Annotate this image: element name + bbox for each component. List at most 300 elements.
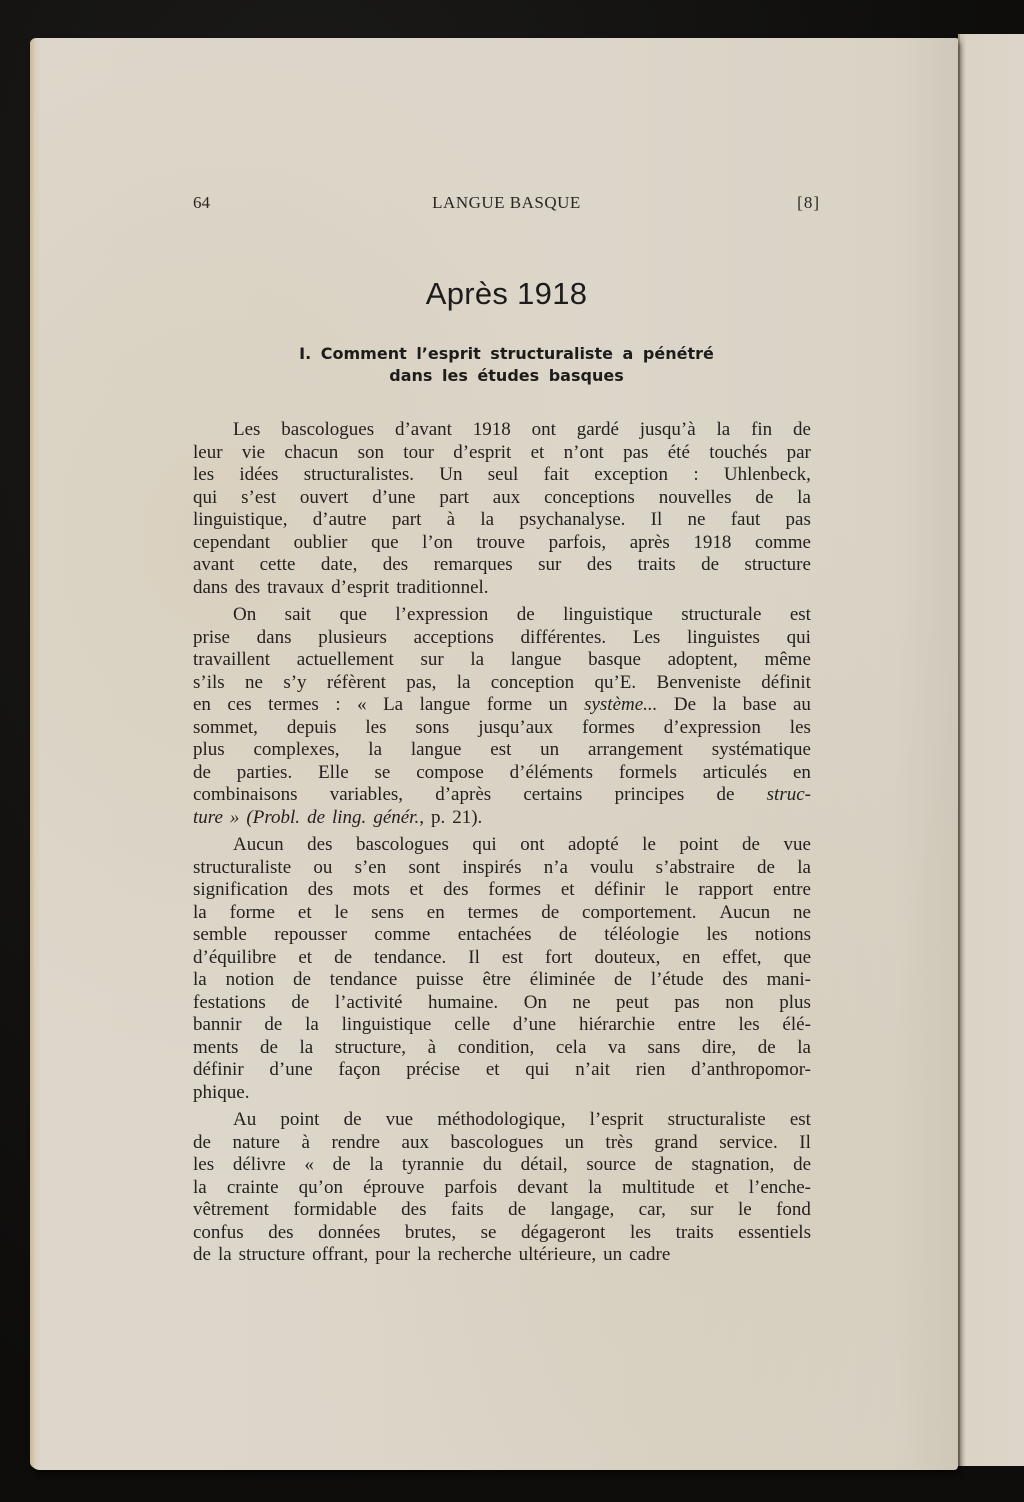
word: de [334,946,353,968]
text-line [193,487,811,510]
word: ont [520,834,545,855]
word: d’avant [394,419,452,440]
word: tyrannie [401,1154,465,1175]
word: la [193,1176,207,1198]
word: de [193,1244,211,1265]
word: de [193,1131,211,1153]
word: sommet, [193,716,258,738]
word: comportement. [582,901,697,923]
word: cadre [629,1244,671,1265]
text-line [193,969,811,992]
word: psychanalyse. [519,509,626,530]
word: traits [675,1221,714,1243]
word: la [716,419,731,440]
word: d’esprit [453,441,512,463]
word: termes [467,901,519,923]
word: des [586,554,613,575]
word: est [789,604,811,625]
word: ont [531,419,556,440]
word: struc- [766,784,811,805]
word: variables, [329,784,404,805]
word: qui [472,834,497,855]
word: formels [618,761,677,783]
word: et [560,879,575,900]
word: définir [193,1059,244,1080]
word: mani- [766,969,811,990]
word: Il [650,509,663,530]
word: seul [487,464,519,485]
word: date, [320,554,358,575]
word: de [264,1014,283,1035]
word: est [501,946,523,968]
word: système... [584,694,658,715]
word: ments [193,1036,239,1058]
word: humaine. [427,991,499,1013]
word: touchés [709,441,768,463]
text-line [193,902,811,925]
word: Aucun [233,834,284,855]
running-head [193,193,820,217]
word: réfèrent [326,671,386,693]
word: ne [245,671,263,693]
word: idées [239,464,279,485]
word: compose [416,761,484,783]
word: (Probl. [246,806,301,828]
text-line [193,739,811,762]
word: nouvelles [658,486,732,508]
word: du [482,1154,502,1175]
chapter-title: Après 1918 [425,276,588,311]
word: d’éléments [509,761,593,783]
word: dans [193,576,228,598]
text-line [193,1109,811,1132]
word: de [716,784,735,805]
word: n’ont [563,441,604,463]
text-line [193,649,811,672]
book-gutter [958,34,960,1466]
word: sons [415,716,450,738]
text-line [193,577,811,600]
word: linguistique [341,1014,432,1035]
word: cependant [193,531,271,553]
word: structuraliste [193,856,292,878]
word: puisse [416,969,464,990]
word: d’esprit [331,576,390,598]
word: parties. [236,761,293,783]
word: sur [538,554,562,575]
word: festations [193,991,266,1013]
word: 1918 [472,419,511,440]
word: de [541,901,560,923]
word: des [307,879,334,900]
word: Au [233,1109,257,1130]
word: langue [410,739,462,760]
word: bascologues [356,834,449,855]
word: confus [193,1221,244,1243]
word: s’y [283,671,307,693]
word: sens [371,901,404,923]
word: au [793,694,811,715]
word: l’activité [334,991,403,1013]
word: dire, [701,1036,737,1058]
word: pas [785,509,811,530]
running-title: LANGUE BASQUE [432,193,581,212]
word: Les [233,419,261,440]
word: p. [430,806,446,828]
word: tendance. [374,946,447,968]
word: de [516,604,535,625]
word: de [757,856,775,878]
text-line [193,1014,811,1037]
word: repousser [274,924,348,945]
word: crainte [226,1176,279,1198]
word: n’ait [575,1059,611,1080]
text-line [193,627,811,650]
page-number: 64 [193,193,210,212]
section-title [193,343,820,387]
word: la [305,1014,319,1035]
word: structurale [681,604,762,625]
word: sur [690,1199,714,1220]
paragraph [193,604,811,829]
text-line [193,1154,811,1177]
word: qu’E. [594,671,637,693]
word: la [417,1244,431,1265]
text-line [193,857,811,880]
text-line [193,1177,811,1200]
word: cette [259,554,296,575]
word: qu’on [298,1176,343,1198]
word: gardé [576,419,619,440]
word: téléologie [604,924,680,945]
text-line [193,1244,811,1267]
word: même [764,649,811,670]
text-line [193,1059,811,1082]
text-line [193,807,811,830]
text-line [193,604,811,627]
word: « [357,694,367,715]
text-line [193,924,811,947]
word: la [217,1244,232,1265]
word: structure [238,1244,306,1265]
word: structuraliste [667,1109,766,1130]
word: de [508,1199,526,1220]
word: traits [637,554,676,575]
word: trouve [476,531,525,553]
word: devant [517,1176,568,1198]
word: et [485,1059,500,1080]
word: n’a [543,856,568,878]
word: conception [490,671,575,693]
text-line [193,509,811,532]
word: façon [338,1059,381,1080]
word: Elle [318,761,349,783]
word: parfois [444,1176,498,1198]
word: voulu [590,856,634,878]
text-line [193,992,811,1015]
word: entre [773,879,811,900]
word: s’abstraire [655,856,735,878]
text-line [193,442,811,465]
word: le [737,1199,752,1220]
word: ture [193,806,223,828]
word: grand [654,1131,698,1153]
word: la [797,486,811,508]
word: pas [674,991,700,1013]
word: conceptions [544,486,635,508]
section-title-line: I. Comment l’esprit structuraliste a pénétré [299,344,714,363]
word: langage, [550,1199,615,1220]
word: pas, [406,671,437,693]
word: qui [786,626,811,648]
word: Benveniste [656,671,741,693]
word: un [540,739,560,760]
word: ling. [332,806,367,828]
word: son [357,441,384,463]
word: « [304,1154,314,1175]
word: en [193,694,211,715]
word: sur [420,649,444,670]
word: après [629,531,670,553]
word: est [789,1109,811,1130]
word: » [229,806,240,828]
word: d’une [269,1059,313,1080]
text-line [193,762,811,785]
word: des [722,969,748,990]
word: adopté [568,834,619,855]
word: multitude [621,1176,695,1198]
word: vie [241,441,266,463]
word: de [558,924,577,945]
word: à [446,509,456,530]
word: le [334,901,349,923]
word: sans [647,1036,681,1058]
word: le [664,879,679,900]
word: données [318,1221,381,1243]
word: de [292,969,311,990]
word: part [391,509,422,530]
word: ne [793,901,811,923]
text-line [193,1082,811,1105]
word: service. [719,1131,778,1153]
word: faut [730,509,761,530]
word: plus [779,991,811,1013]
word: ouvert [299,486,349,508]
word: condition, [457,1036,535,1058]
text-line [193,834,811,857]
word: d’une [512,1014,557,1035]
word: aux [401,1131,429,1153]
text-line [193,694,811,717]
section-title-line: dans les études basques [389,366,624,385]
word: Uhlenbeck, [723,464,811,485]
word: basque [588,649,641,670]
word: linguistique [563,604,653,625]
word: structuralistes. [303,464,414,485]
word: notion [225,969,275,990]
word: cela [555,1036,587,1058]
text-line [193,1132,811,1155]
word: complexes, [253,739,340,760]
paragraph [193,834,811,1104]
word: détail, [520,1154,568,1175]
word: depuis [286,716,337,738]
word: nature [232,1131,280,1153]
word: linguistique, [193,509,288,530]
word: être [482,969,511,990]
word: à [301,1131,310,1153]
word: l’enche- [748,1176,811,1198]
word: 21). [452,806,483,828]
word: brutes, [404,1221,457,1243]
word: ultérieure, [518,1244,597,1265]
word: peut [616,991,649,1013]
word: comme [755,531,811,553]
text-line [193,947,811,970]
word: des [382,554,409,575]
facing-page-edge [960,34,1024,1466]
word: par [786,441,811,463]
word: d’autre [312,509,367,530]
word: en [426,901,445,923]
word: De [673,694,697,715]
word: leur [193,441,223,463]
word: forme [486,694,533,715]
word: arrangement [587,739,683,760]
word: car, [638,1199,666,1220]
text-line [193,672,811,695]
word: l’expression [395,604,489,625]
word: formes [488,879,542,900]
word: comme [374,924,431,945]
word: termes [268,694,319,715]
word: tendance [329,969,398,990]
word: point [280,1109,320,1130]
word: combinaisons [193,784,298,805]
word: rendre [331,1131,380,1153]
word: non [725,991,754,1013]
word: offrant, [312,1244,369,1265]
word: structure [744,554,811,575]
word: oublier [293,531,348,553]
word: un [564,1131,584,1153]
word: entre [677,1014,716,1035]
word: de [343,1109,362,1130]
word: la [193,901,207,923]
word: la [470,649,485,670]
word: part [439,486,469,508]
word: vue [385,1109,414,1130]
word: et [297,901,312,923]
text-line [193,464,811,487]
word: entachées [457,924,532,945]
word: ces [227,694,252,715]
word: Aucun [719,901,771,923]
word: effet, [722,946,762,968]
word: s’est [241,486,276,508]
word: bascologues [281,419,375,440]
word: la [193,969,207,990]
word: avant [193,554,235,575]
text-line [193,554,811,577]
word: les [629,1221,652,1243]
word: formes [582,716,635,738]
word: tour [403,441,434,463]
word: notions [755,924,811,945]
word: des [268,1221,294,1243]
word: de [654,1154,673,1175]
word: actuellement [296,649,394,670]
word: prise [193,626,230,648]
word: l’on [422,531,453,553]
word: parfois, [548,531,607,553]
word: sont [408,856,441,878]
word: base [742,694,777,715]
word: la [588,1176,602,1198]
word: articulés [702,761,768,783]
word: langue [419,694,471,715]
word: la [299,1036,314,1058]
word: On [523,991,547,1013]
word: de [793,419,811,440]
word: les [738,1014,760,1035]
word: la [712,694,727,715]
word: linguistes [687,626,760,648]
word: essentiels [738,1221,811,1243]
word: fin [751,419,773,440]
word: plusieurs [318,626,387,648]
word: de [291,991,310,1013]
word: les [789,716,811,738]
word: fait [543,464,569,485]
word: la [797,1036,811,1058]
word: été [667,441,690,463]
word: fort [545,946,573,968]
word: des [401,1199,427,1220]
word: jusqu’à [639,419,696,440]
body-text [193,419,811,1272]
word: méthodologique, [437,1109,566,1130]
word: d’expression [663,716,761,738]
paragraph [193,419,811,599]
word: hiérarchie [578,1014,655,1035]
word: l’étude [650,969,704,990]
word: en [682,946,701,968]
word: Il [799,1131,811,1153]
word: est [490,739,512,760]
word: dégageront [521,1221,606,1243]
word: de [614,969,632,990]
text-line [193,1037,811,1060]
word: de [307,806,325,828]
word: travaux [267,576,325,598]
word: la [480,509,495,530]
word: systématique [711,739,811,760]
word: ou [313,856,333,878]
word: d’anthropomor- [691,1059,811,1080]
word: l’esprit [589,1109,644,1130]
word: sait [284,604,312,625]
text-line [193,532,811,555]
word: inspirés [462,856,522,878]
word: exception [594,464,669,485]
word: phique. [193,1081,250,1103]
word: bascologues [450,1131,544,1153]
word: précise [406,1059,461,1080]
word: douteux, [594,946,661,968]
word: de [259,1036,278,1058]
word: de [755,486,774,508]
